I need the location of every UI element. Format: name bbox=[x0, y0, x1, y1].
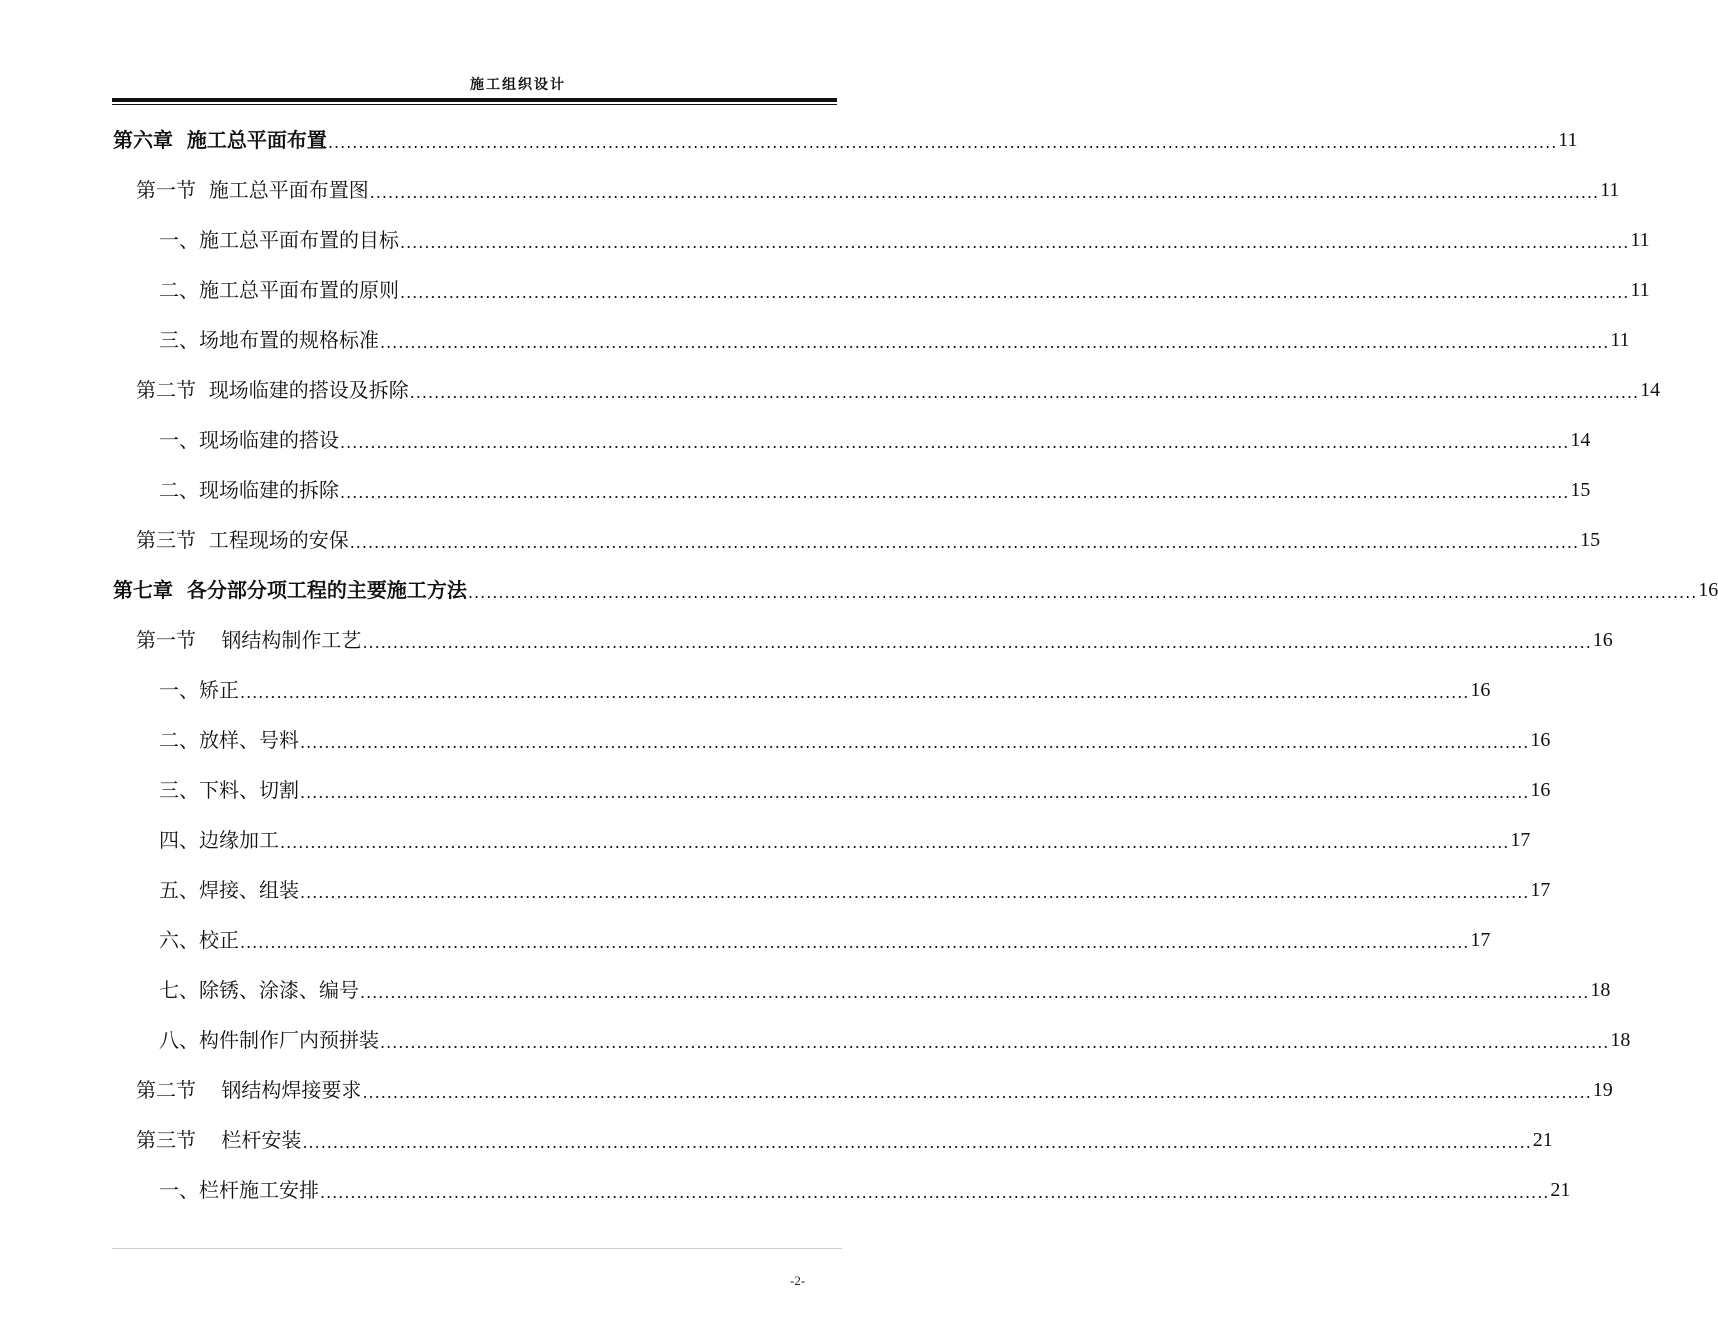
header-rule-thin bbox=[112, 104, 837, 105]
toc-leader-dots: .......................................................................................................................................................................................................... bbox=[327, 133, 1558, 152]
toc-entry-item[interactable] bbox=[159, 870, 1551, 910]
page-number: -2- bbox=[790, 1273, 806, 1288]
toc-entry-page: 17 bbox=[1530, 879, 1551, 901]
toc-entry-item[interactable] bbox=[159, 1170, 1571, 1210]
toc-entry-label: 四、边缘加工 bbox=[159, 828, 279, 852]
toc-entry-page: 14 bbox=[1640, 379, 1661, 401]
toc-leader-dots: .......................................................................................................................................................................................................... bbox=[409, 383, 1640, 402]
toc-entry-page: 11 bbox=[1558, 129, 1578, 151]
toc-leader-dots: .......................................................................................................................................................................................................... bbox=[300, 883, 1530, 902]
toc-leader-dots: .......................................................................................................................................................................................................... bbox=[340, 433, 1570, 452]
toc-leader-dots: .......................................................................................................................................................................................................... bbox=[240, 683, 1470, 702]
toc-entry-page: 11 bbox=[1630, 229, 1650, 251]
toc-leader-dots: .......................................................................................................................................................................................................... bbox=[400, 233, 1630, 252]
toc-entry-label: 第一节 钢结构制作工艺 bbox=[136, 628, 362, 652]
toc-entry-page: 14 bbox=[1570, 429, 1591, 451]
toc-entry-label: 一、施工总平面布置的目标 bbox=[159, 228, 399, 252]
toc-entry-page: 18 bbox=[1610, 1029, 1631, 1051]
toc-leader-dots: .......................................................................................................................................................................................................... bbox=[280, 833, 1510, 852]
toc-leader-dots: .......................................................................................................................................................................................................... bbox=[400, 283, 1630, 302]
toc-entry-item[interactable] bbox=[159, 270, 1650, 310]
toc-leader-dots: .......................................................................................................................................................................................................... bbox=[300, 733, 1530, 752]
toc-entry-page: 11 bbox=[1610, 329, 1630, 351]
toc-entry-label: 六、校正 bbox=[159, 928, 239, 952]
toc-entry-item[interactable] bbox=[159, 220, 1650, 260]
toc-entry-label: 三、下料、切割 bbox=[159, 778, 299, 802]
toc-entry-section[interactable] bbox=[136, 1120, 1553, 1160]
toc-leader-dots: .......................................................................................................................................................................................................... bbox=[349, 533, 1580, 552]
toc-entry-page: 15 bbox=[1580, 529, 1601, 551]
running-header-title: 施工组织设计 bbox=[470, 77, 566, 93]
toc-leader-dots: .......................................................................................................................................................................................................... bbox=[340, 483, 1570, 502]
toc-entry-label: 五、焊接、组装 bbox=[159, 878, 299, 902]
toc-entry-section[interactable] bbox=[136, 1070, 1613, 1110]
toc-leader-dots: .......................................................................................................................................................................................................... bbox=[302, 1133, 1532, 1152]
toc-entry-label: 第六章 施工总平面布置 bbox=[113, 128, 327, 152]
toc-entry-label: 第七章 各分部分项工程的主要施工方法 bbox=[113, 578, 467, 602]
toc-entry-label: 七、除锈、涂漆、编号 bbox=[159, 978, 359, 1002]
toc-entry-page: 16 bbox=[1530, 779, 1551, 801]
toc-entry-item[interactable] bbox=[159, 920, 1491, 960]
toc-entry-page: 16 bbox=[1470, 679, 1491, 701]
toc-entry-label: 二、现场临建的拆除 bbox=[159, 478, 339, 502]
toc-entry-label: 一、矫正 bbox=[159, 678, 239, 702]
toc-entry-section[interactable] bbox=[136, 520, 1601, 560]
toc-leader-dots: .......................................................................................................................................................................................................... bbox=[467, 583, 1698, 602]
toc-leader-dots: .......................................................................................................................................................................................................... bbox=[320, 1183, 1550, 1202]
toc-entry-page: 11 bbox=[1600, 179, 1620, 201]
toc-entry-label: 一、栏杆施工安排 bbox=[159, 1178, 319, 1202]
toc-entry-page: 16 bbox=[1592, 629, 1613, 651]
toc-leader-dots: .......................................................................................................................................................................................................... bbox=[380, 333, 1610, 352]
toc-entry-page: 16 bbox=[1698, 579, 1718, 601]
footer-rule bbox=[112, 1248, 842, 1249]
toc-leader-dots: .......................................................................................................................................................................................................... bbox=[360, 983, 1590, 1002]
toc-entry-label: 三、场地布置的规格标准 bbox=[159, 328, 379, 352]
toc-entry-label: 二、放样、号料 bbox=[159, 728, 299, 752]
toc-entry-page: 21 bbox=[1532, 1129, 1553, 1151]
toc-entry-page: 17 bbox=[1470, 929, 1491, 951]
toc-entry-label: 第三节 栏杆安装 bbox=[136, 1128, 302, 1152]
toc-entry-label: 二、施工总平面布置的原则 bbox=[159, 278, 399, 302]
toc-entry-item[interactable] bbox=[159, 320, 1630, 360]
toc-leader-dots: .......................................................................................................................................................................................................... bbox=[362, 633, 1592, 652]
toc-entry-item[interactable] bbox=[159, 720, 1551, 760]
toc-entry-page: 19 bbox=[1592, 1079, 1613, 1101]
toc-leader-dots: .......................................................................................................................................................................................................... bbox=[369, 183, 1600, 202]
toc-leader-dots: .......................................................................................................................................................................................................... bbox=[240, 933, 1470, 952]
toc-entry-section[interactable] bbox=[136, 620, 1613, 660]
toc-leader-dots: .......................................................................................................................................................................................................... bbox=[362, 1083, 1592, 1102]
toc-entry-label: 第三节 工程现场的安保 bbox=[136, 528, 349, 552]
toc-entry-page: 16 bbox=[1530, 729, 1551, 751]
toc-entry-label: 第二节 现场临建的搭设及拆除 bbox=[136, 378, 409, 402]
toc-entry-page: 11 bbox=[1630, 279, 1650, 301]
toc-entry-page: 18 bbox=[1590, 979, 1611, 1001]
toc-entry-chapter-7[interactable] bbox=[113, 570, 1718, 610]
toc-entry-label: 第一节 施工总平面布置图 bbox=[136, 178, 369, 202]
header-rule-thick bbox=[112, 98, 837, 102]
toc-entry-label: 八、构件制作厂内预拼装 bbox=[159, 1028, 379, 1052]
toc-entry-item[interactable] bbox=[159, 820, 1531, 860]
toc-entry-item[interactable] bbox=[159, 470, 1591, 510]
toc-entry-item[interactable] bbox=[159, 420, 1591, 460]
toc-entry-section[interactable] bbox=[136, 170, 1620, 210]
toc-leader-dots: .......................................................................................................................................................................................................... bbox=[380, 1033, 1610, 1052]
toc-entry-page: 15 bbox=[1570, 479, 1591, 501]
toc-entry-item[interactable] bbox=[159, 770, 1551, 810]
toc-entry-section[interactable] bbox=[136, 370, 1661, 410]
toc-entry-label: 第二节 钢结构焊接要求 bbox=[136, 1078, 362, 1102]
toc-entry-item[interactable] bbox=[159, 670, 1491, 710]
toc-entry-label: 一、现场临建的搭设 bbox=[159, 428, 339, 452]
toc-entry-page: 21 bbox=[1550, 1179, 1571, 1201]
toc-entry-item[interactable] bbox=[159, 970, 1611, 1010]
toc-leader-dots: .......................................................................................................................................................................................................... bbox=[300, 783, 1530, 802]
toc-entry-item[interactable] bbox=[159, 1020, 1631, 1060]
toc-entry-page: 17 bbox=[1510, 829, 1531, 851]
toc-entry-chapter-6[interactable] bbox=[113, 120, 1578, 160]
